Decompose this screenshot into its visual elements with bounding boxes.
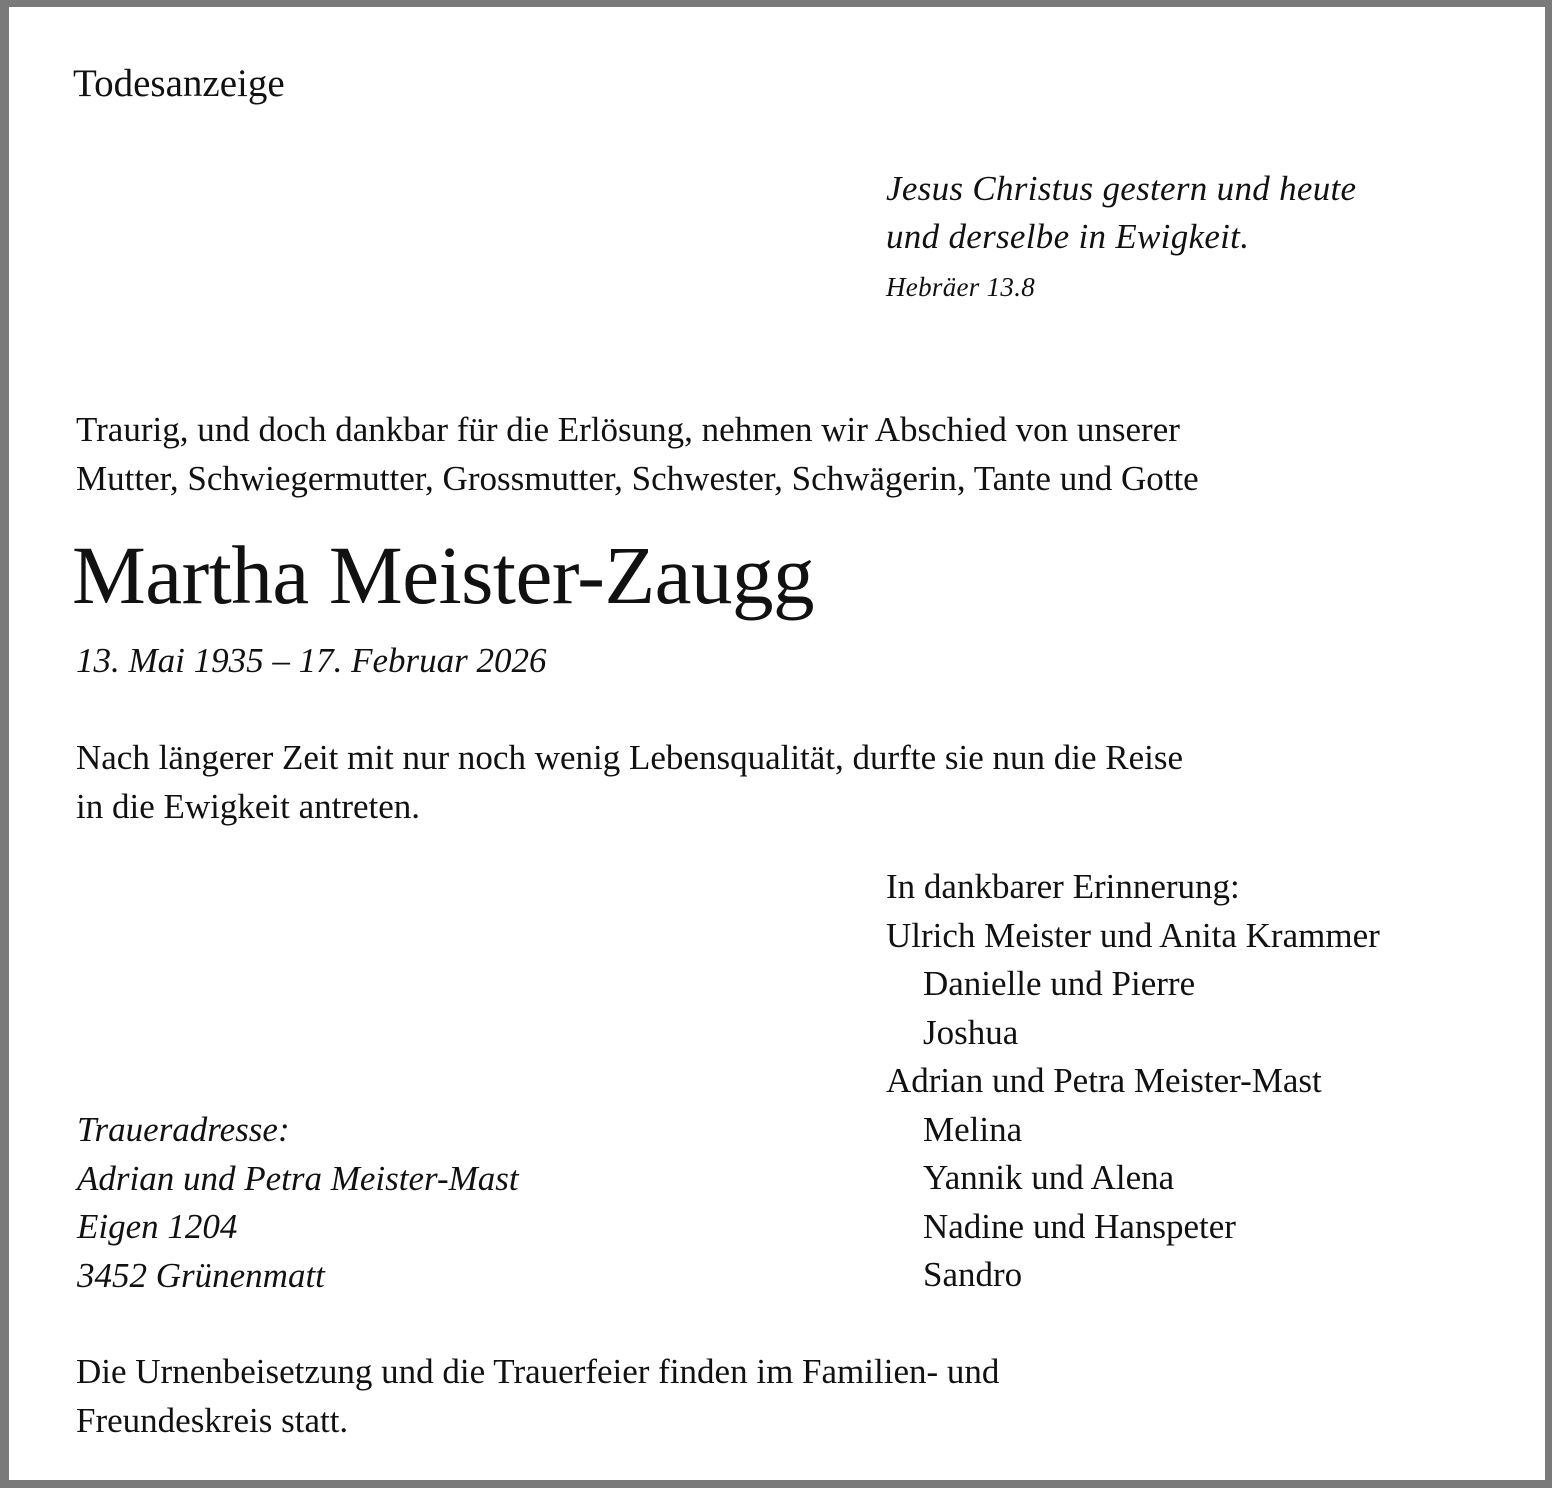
family-member: Ulrich Meister und Anita Krammer — [886, 915, 1380, 955]
address-line-1: Adrian und Petra Meister-Mast — [77, 1158, 519, 1198]
family-member: Sandro — [923, 1255, 1023, 1294]
bible-verse-line-1: Jesus Christus gestern und heute — [886, 169, 1357, 208]
notice-heading: Todesanzeige — [73, 62, 285, 105]
family-member: Nadine und Hanspeter — [923, 1206, 1236, 1246]
family-member: Yannik und Alena — [923, 1158, 1175, 1197]
address-line-3: 3452 Grünenmatt — [77, 1255, 325, 1295]
family-member: Joshua — [923, 1012, 1019, 1052]
message-line-2: in die Ewigkeit antreten. — [76, 787, 421, 826]
family-member: Adrian und Petra Meister-Mast — [886, 1061, 1322, 1100]
intro-line-2: Mutter, Schwiegermutter, Grossmutter, Schwester, Schwägerin, Tante und Gotte — [76, 459, 1199, 498]
family-members — [886, 912, 1380, 1300]
bible-verse-line-2: und derselbe in Ewigkeit. — [886, 217, 1250, 256]
message-line-1: Nach längerer Zeit mit nur noch wenig Lebensqualität, durfte sie nun die Reise — [76, 738, 1183, 777]
deceased-name: Martha Meister-Zaugg — [72, 529, 814, 621]
closing-text — [76, 1347, 999, 1445]
bible-verse — [886, 165, 1356, 307]
family-member: Danielle und Pierre — [923, 964, 1196, 1003]
address-label: Traueradresse: — [77, 1110, 290, 1149]
address-line-2: Eigen 1204 — [77, 1207, 238, 1246]
intro-text — [76, 405, 1199, 503]
family-member: Melina — [923, 1109, 1023, 1149]
bible-verse-reference: Hebräer 13.8 — [886, 272, 1036, 302]
closing-line-2: Freundeskreis statt. — [76, 1401, 349, 1440]
closing-line-1: Die Urnenbeisetzung und die Trauerfeier finden im Familien- und — [76, 1352, 1000, 1391]
intro-line-1: Traurig, und doch dankbar für die Erlösung, nehmen wir Abschied von unserer — [76, 410, 1180, 449]
message-text — [76, 733, 1183, 831]
family-list — [886, 863, 1380, 1300]
life-dates: 13. Mai 1935 – 17. Februar 2026 — [76, 641, 547, 680]
mourning-address — [77, 1106, 519, 1300]
family-heading: In dankbarer Erinnerung: — [886, 867, 1240, 906]
